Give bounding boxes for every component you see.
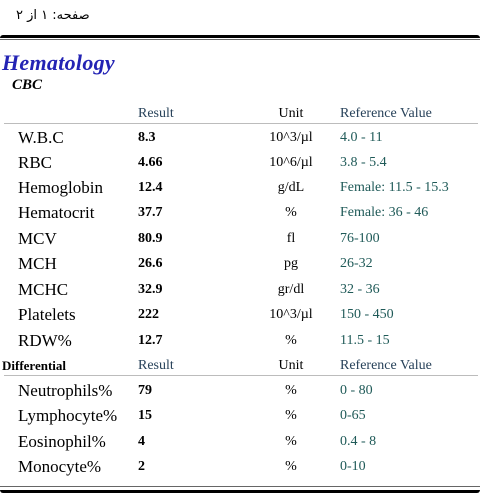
top-border <box>0 35 480 38</box>
table-row <box>0 177 480 199</box>
test-result: 12.4 <box>138 180 163 195</box>
test-reference: 76-100 <box>340 231 380 246</box>
test-name: RDW% <box>18 331 72 350</box>
test-reference: 0-10 <box>340 459 366 474</box>
table-row <box>0 304 480 326</box>
test-name: Lymphocyte% <box>18 406 118 425</box>
cbc-header-reference: Reference Value <box>340 106 432 121</box>
test-reference: Female: 11.5 - 15.3 <box>340 180 449 195</box>
test-unit: 10^6/µl <box>269 155 313 170</box>
table-row <box>0 253 480 275</box>
table-row <box>0 405 480 427</box>
test-unit: pg <box>284 256 298 271</box>
test-unit: % <box>285 333 297 348</box>
test-name: MCV <box>18 229 57 248</box>
test-reference: Female: 36 - 46 <box>340 205 429 220</box>
section-title: Hematology <box>2 50 115 75</box>
cbc-header-unit: Unit <box>278 106 304 121</box>
test-result: 80.9 <box>138 231 163 246</box>
differential-header-reference: Reference Value <box>340 358 432 373</box>
test-unit: % <box>285 383 297 398</box>
differential-header-result: Result <box>138 358 174 373</box>
test-unit: 10^3/µl <box>269 307 313 322</box>
test-unit: 10^3/µl <box>269 130 313 145</box>
test-result: 15 <box>138 408 152 423</box>
test-reference: 4.0 - 11 <box>340 130 383 145</box>
table-row <box>0 380 480 402</box>
test-unit: fl <box>286 231 296 246</box>
differential-title: Differential <box>2 358 67 373</box>
test-reference: 32 - 36 <box>340 282 380 297</box>
test-result: 4 <box>138 434 145 449</box>
test-name: MCHC <box>18 280 69 299</box>
test-reference: 150 - 450 <box>340 307 394 322</box>
table-row <box>0 202 480 224</box>
table-row <box>0 127 480 149</box>
table-row <box>0 279 480 301</box>
test-name: Eosinophil% <box>18 432 106 451</box>
test-result: 8.3 <box>138 130 156 145</box>
test-unit: % <box>285 205 297 220</box>
test-result: 222 <box>138 307 159 322</box>
table-row <box>0 431 480 453</box>
test-name: Neutrophils% <box>18 381 113 400</box>
test-result: 32.9 <box>138 282 163 297</box>
test-result: 2 <box>138 459 145 474</box>
test-result: 12.7 <box>138 333 163 348</box>
table-row <box>0 152 480 174</box>
cbc-header-result: Result <box>138 106 174 121</box>
test-reference: 0.4 - 8 <box>340 434 377 449</box>
differential-header-unit: Unit <box>278 358 304 373</box>
bottom-border <box>0 490 480 493</box>
bottom-border-inner <box>0 486 480 487</box>
test-name: Monocyte% <box>18 457 102 476</box>
test-reference: 0 - 80 <box>340 383 373 398</box>
test-unit: g/dL <box>277 180 305 195</box>
test-reference: 3.8 - 5.4 <box>340 155 387 170</box>
test-name: RBC <box>18 153 53 172</box>
test-unit: % <box>285 408 297 423</box>
test-result: 37.7 <box>138 205 163 220</box>
table-row <box>0 330 480 352</box>
test-unit: gr/dl <box>277 282 305 297</box>
test-name: Hematocrit <box>18 203 95 222</box>
test-unit: % <box>285 434 297 449</box>
table-row <box>0 228 480 250</box>
test-name: W.B.C <box>18 128 64 147</box>
test-unit: % <box>285 459 297 474</box>
test-reference: 26-32 <box>340 256 373 271</box>
test-name: Platelets <box>18 305 76 324</box>
test-result: 79 <box>138 383 152 398</box>
differential-header-divider <box>4 375 478 376</box>
test-result: 4.66 <box>138 155 163 170</box>
top-border-inner <box>0 39 480 40</box>
test-result: 26.6 <box>138 256 163 271</box>
test-reference: 11.5 - 15 <box>340 333 390 348</box>
test-reference: 0-65 <box>340 408 366 423</box>
test-name: MCH <box>18 254 57 273</box>
cbc-panel-title: CBC <box>12 77 43 93</box>
cbc-header-divider <box>4 123 478 124</box>
page-indicator: صفحه: ۱ از ۲ <box>16 8 90 23</box>
table-row <box>0 456 480 478</box>
test-name: Hemoglobin <box>18 178 103 197</box>
